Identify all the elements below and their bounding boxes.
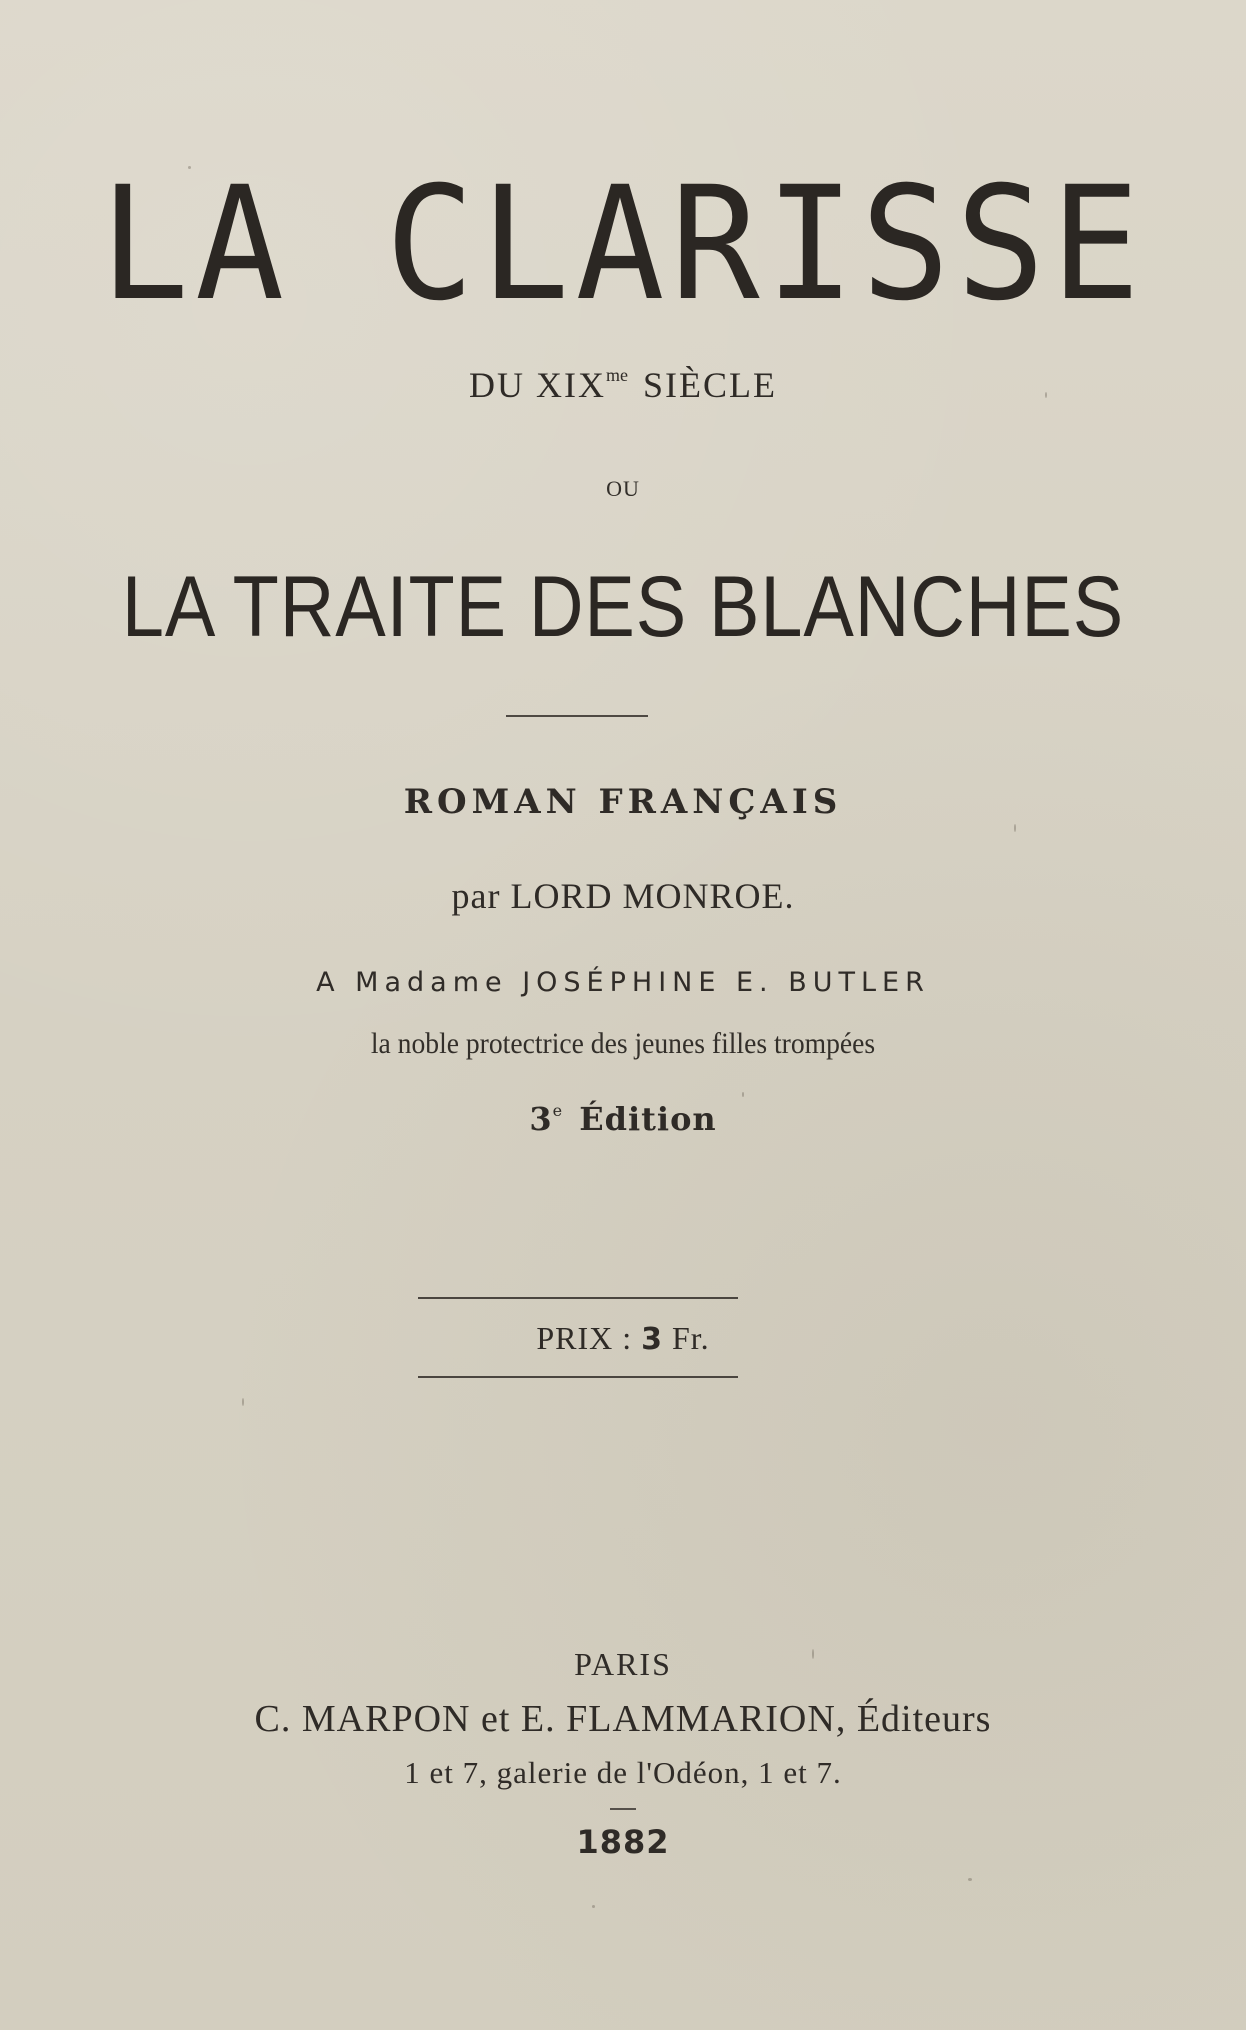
price-unit: Fr. <box>671 1320 710 1356</box>
dedication-line-2: la noble protectrice des jeunes filles trompées <box>370 1027 876 1060</box>
edition-number: 3 <box>529 1100 553 1138</box>
paper-speck <box>188 166 191 169</box>
price-rule-top <box>418 1297 738 1299</box>
price-label: PRIX : <box>536 1320 633 1356</box>
year-rule <box>610 1808 636 1810</box>
subtitle-century <box>0 366 1246 403</box>
imprint-publisher: C. MARPON et E. FLAMMARION, Éditeurs <box>254 1698 992 1740</box>
dedication-line-1: A Madame JOSÉPHINE E. BUTLER <box>316 967 930 998</box>
paper-speck <box>592 1905 595 1908</box>
imprint-address: 1 et 7, galerie de l'Odéon, 1 et 7. <box>404 1755 842 1790</box>
author-line: par LORD MONROE. <box>451 876 795 916</box>
alternate-title: LA TRAITE DES BLANCHES <box>121 559 1125 655</box>
price-value: 3 <box>641 1322 663 1357</box>
price-rule-bottom <box>418 1376 738 1378</box>
edition-superscript: e <box>552 1101 564 1120</box>
edition-label: Édition <box>579 1100 717 1138</box>
subtitle-prefix: DU XIX <box>469 365 606 405</box>
edition-line <box>0 1100 1246 1138</box>
paper-speck <box>242 1398 244 1406</box>
price-line <box>0 1322 1246 1355</box>
paper-speck <box>1014 824 1016 832</box>
paper-speck <box>968 1878 972 1881</box>
subtitle-suffix: SIÈCLE <box>642 365 777 405</box>
subtitle-superscript: me <box>605 365 628 385</box>
subtitle-conjunction: OU <box>606 476 640 501</box>
imprint-city: PARIS <box>574 1646 672 1682</box>
imprint-year: 1882 <box>576 1823 670 1861</box>
book-title: LA CLARISSE <box>99 152 1147 336</box>
paper-speck <box>812 1649 814 1659</box>
divider-rule <box>506 715 648 717</box>
genre-label: ROMAN FRANÇAIS <box>403 782 843 822</box>
paper-speck <box>1045 392 1047 398</box>
paper-speck <box>742 1092 744 1097</box>
